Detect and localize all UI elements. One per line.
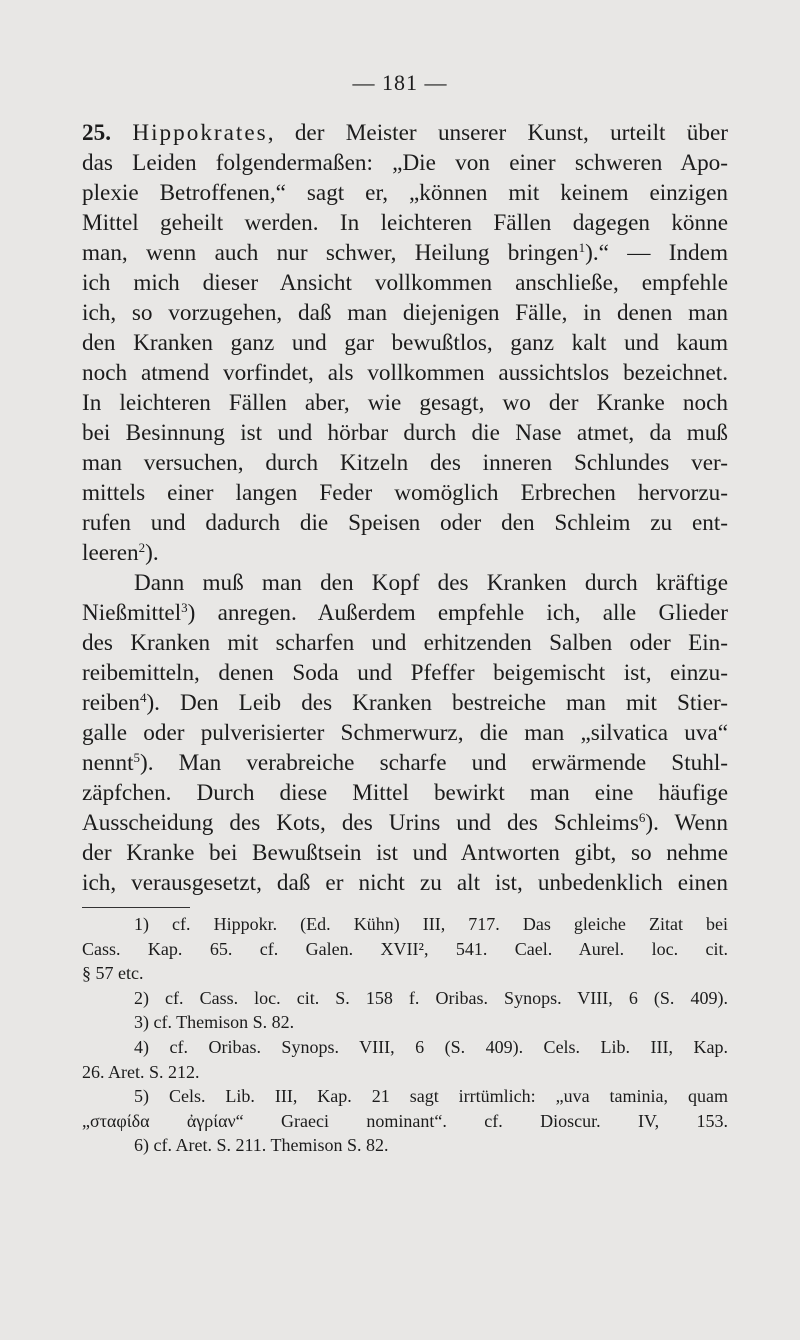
main-text (82, 118, 728, 898)
text-line: ich mich dieser Ansicht vollkommen anschließe, empfehle (82, 270, 728, 296)
footnote-line: 26. Aret. S. 212. (82, 1061, 200, 1082)
text-segment: man, wenn auch nur schwer, Heilung bringen (82, 240, 579, 266)
text-line: zäpfchen. Durch diese Mittel bewirkt man eine häufige (82, 780, 728, 806)
footnote-marker: 2 (138, 540, 146, 555)
text-line: den Kranken ganz und gar bewußtlos, ganz kalt und kaum (82, 330, 728, 356)
page-number: — 181 — (352, 70, 448, 95)
text-line (82, 538, 728, 568)
text-line (82, 598, 728, 628)
text-segment: ) anregen. Außerdem empfehle ich, alle Glieder (187, 600, 728, 626)
author-name: Hippokrates (132, 120, 268, 146)
footnote-line: 5) Cels. Lib. III, Kap. 21 sagt irrtümlich: „uva taminia, quam (134, 1086, 728, 1107)
text-line: galle oder pulverisierter Schmerwurz, die man „silvatica uva“ (82, 720, 728, 746)
text-segment: ). (145, 540, 159, 566)
footnote-line: „σταφίδα ἀγρίαν“ Graeci nominant“. cf. Dioscur. IV, 153. (82, 1110, 728, 1131)
footnote-marker: 5 (133, 750, 141, 765)
text-segment: Ausscheidung des Kots, des Urins und des Schleims (82, 810, 639, 836)
text-line (82, 118, 728, 148)
text-line: Dann muß man den Kopf des Kranken durch kräftige (134, 570, 728, 596)
footnote-marker: 6 (638, 810, 646, 825)
text-segment: ).“ — Indem (585, 240, 728, 266)
text-line: ich, verausgesetzt, daß er nicht zu alt ist, unbedenklich einen (82, 870, 728, 896)
text-line (82, 688, 728, 718)
text-line (82, 748, 728, 778)
text-segment: ). Wenn (645, 810, 728, 836)
paragraph (82, 568, 728, 898)
footnote-line: § 57 etc. (82, 963, 144, 984)
text-line: In leichteren Fällen aber, wie gesagt, wo der Kranke noch (82, 390, 728, 416)
footnote-marker: 4 (139, 690, 147, 705)
text-line (82, 808, 728, 838)
section-number: 25. (82, 120, 133, 146)
footnotes (82, 912, 728, 1158)
footnote-marker: 3 (181, 600, 188, 615)
text-segment: nennt (82, 750, 134, 776)
footnote-line: Cass. Kap. 65. cf. Galen. XVII², 541. Cael. Aurel. loc. cit. (82, 938, 728, 959)
text-segment: ). Den Leib des Kranken bestreiche man mit Stier- (146, 690, 728, 716)
paragraph (82, 118, 728, 568)
text-segment: ). Man verabreiche scharfe und erwärmende Stuhl- (140, 750, 728, 776)
text-line (82, 238, 728, 268)
footnote-divider (82, 907, 190, 908)
text-line: man versuchen, durch Kitzeln des inneren Schlundes ver- (82, 450, 728, 476)
footnote-line: 2) cf. Cass. loc. cit. S. 158 f. Oribas. Synops. VIII, 6 (S. 409). (134, 987, 728, 1008)
text-line: rufen und dadurch die Speisen oder den Schleim zu ent- (82, 510, 728, 536)
text-line: Mittel geheilt werden. In leichteren Fällen dagegen könne (82, 210, 728, 236)
text-segment: Nießmittel (82, 600, 182, 626)
text-line: der Kranke bei Bewußtsein ist und Antworten gibt, so nehme (82, 840, 728, 866)
text-segment: leeren (82, 540, 139, 566)
text-line: des Kranken mit scharfen und erhitzenden Salben oder Ein- (82, 630, 728, 656)
text-segment: , der Meister unserer Kunst, urteilt über (267, 120, 729, 146)
text-line: plexie Betroffenen,“ sagt er, „können mit keinem einzigen (82, 180, 728, 206)
text-segment: reiben (82, 690, 140, 716)
text-line: reibemitteln, denen Soda und Pfeffer beigemischt ist, einzu- (82, 660, 728, 686)
footnote-line: 4) cf. Oribas. Synops. VIII, 6 (S. 409). Cels. Lib. III, Kap. (134, 1036, 728, 1057)
text-line: mittels einer langen Feder womöglich Erbrechen hervorzu- (82, 480, 728, 506)
footnote-line: 3) cf. Themison S. 82. (134, 1012, 295, 1033)
footnote-marker: 1 (578, 240, 586, 255)
footnote-line: 6) cf. Aret. S. 211. Themison S. 82. (134, 1135, 389, 1156)
footnote-line: 1) cf. Hippokr. (Ed. Kühn) III, 717. Das gleiche Zitat bei (134, 914, 728, 934)
text-line: noch atmend vorfindet, als vollkommen aussichtslos bezeichnet. (82, 360, 728, 386)
text-line: ich, so vorzugehen, daß man diejenigen Fälle, in denen man (82, 300, 728, 326)
text-line: das Leiden folgendermaßen: „Die von einer schweren Apo- (82, 150, 728, 176)
text-line: bei Besinnung ist und hörbar durch die Nase atmet, da muß (82, 420, 728, 446)
